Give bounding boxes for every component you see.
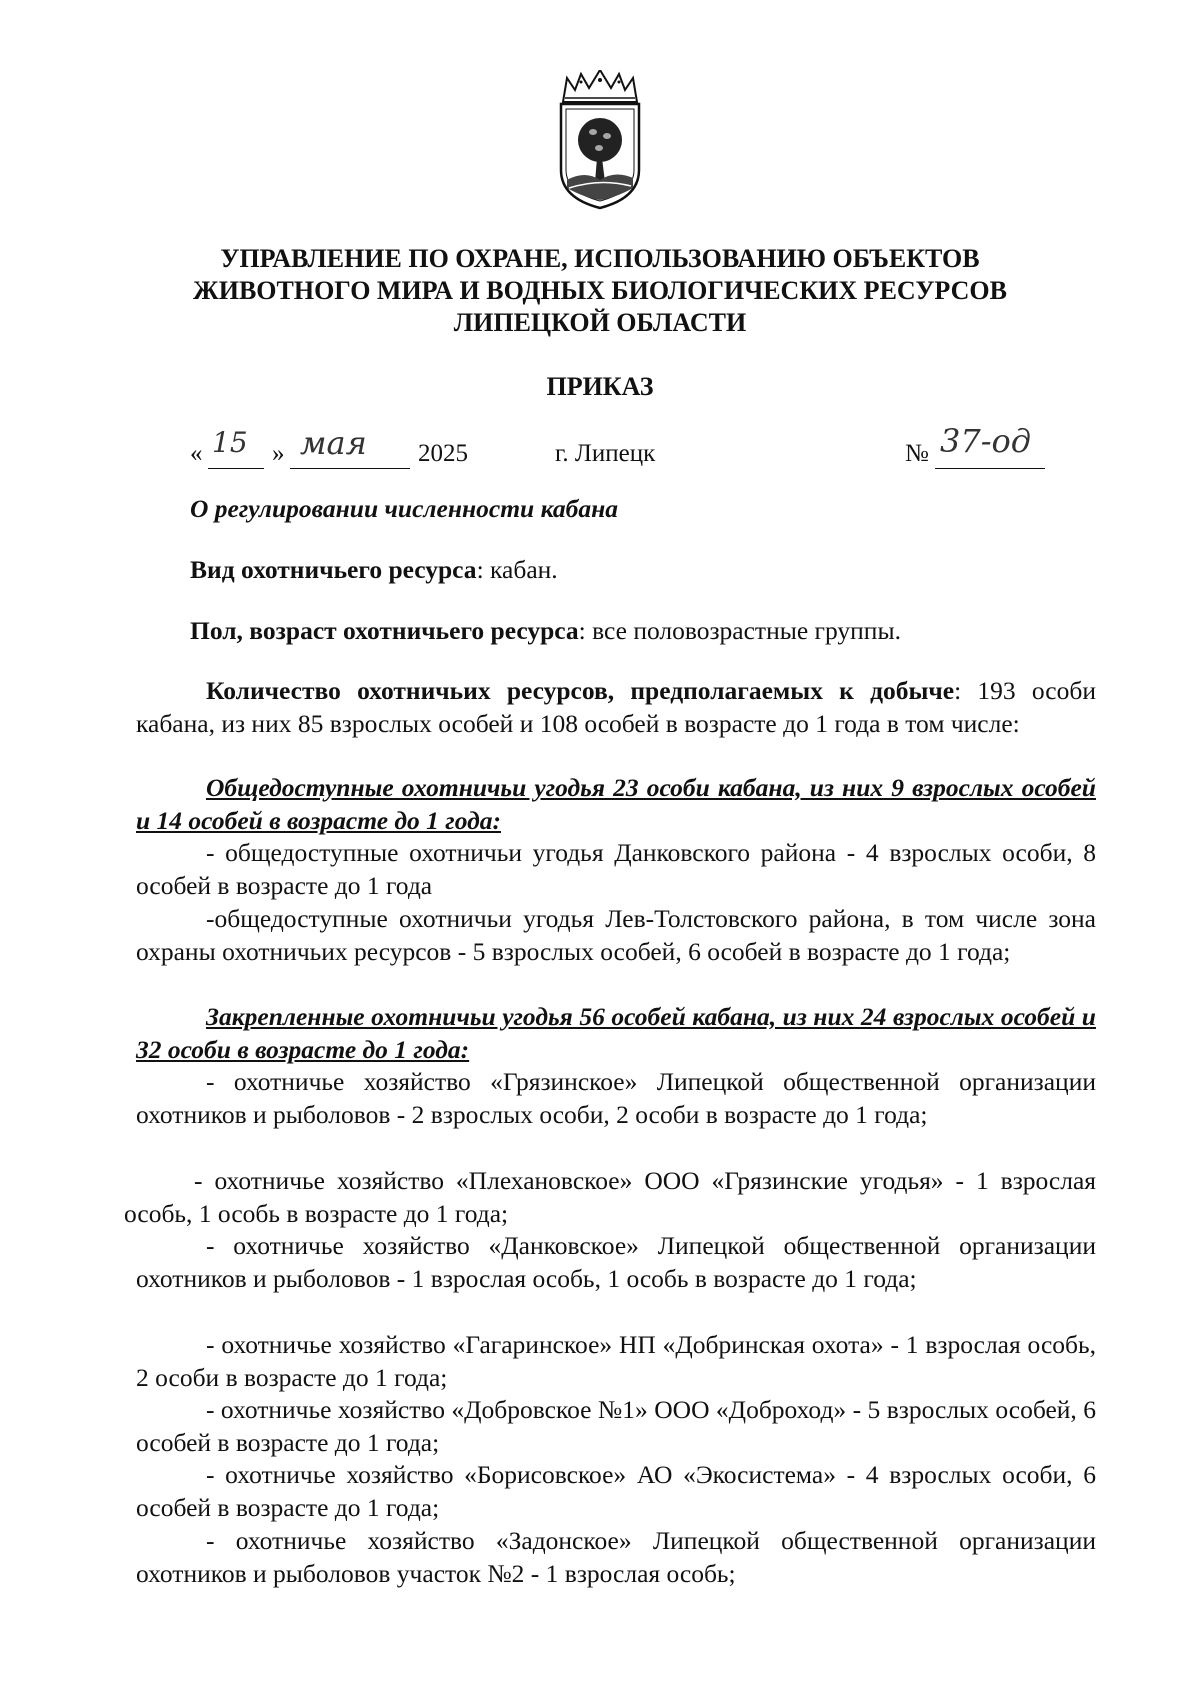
assigned-item: - охотничье хозяйство «Задонское» Липецкой общественной организации охотников и рыболовов участок №2 - 1 взрослая особь;	[136, 1526, 1096, 1588]
assigned-item: - охотничье хозяйство «Плехановское» ООО «Грязинские угодья» - 1 взрослая особь, 1 особь в возрасте до 1 года;	[124, 1166, 1096, 1228]
assigned-item: - охотничье хозяйство «Грязинское» Липецкой общественной организации охотников и рыболовов - 2 взрослых особи, 2 особи в возрасте до 1 года;	[136, 1067, 1096, 1129]
quote-close: »	[272, 440, 285, 467]
day-underline	[208, 468, 264, 469]
assigned-item: - охотничье хозяйство «Данковское» Липецкой общественной организации охотников и рыболовов - 1 взрослая особь, 1 особь в возрасте до 1 года;	[136, 1231, 1096, 1293]
public-lands-heading: Общедоступные охотничьи угодья 23 особи кабана, из них 9 взрослых особей и 14 особей в возрасте до 1 года:	[136, 773, 1096, 835]
public-item: - общедоступные охотничьи угодья Данковского района - 4 взрослых особи, 8 особей в возрасте до 1 года	[136, 838, 1096, 900]
agency-line-1: УПРАВЛЕНИЕ ПО ОХРАНЕ, ИСПОЛЬЗОВАНИЮ ОБЪЕКТОВ	[220, 244, 980, 273]
month-underline	[290, 468, 410, 469]
order-subject: О регулировании численности кабана	[190, 494, 619, 523]
agency-name	[140, 243, 1060, 339]
sex-age-label: Пол, возраст охотничьего ресурса	[190, 616, 579, 645]
assigned-lands-heading: Закрепленные охотничьи угодья 56 особей кабана, из них 24 взрослых особей и 32 особи в возрасте до 1 года:	[136, 1002, 1096, 1064]
number-underline	[935, 468, 1045, 469]
assigned-item: - охотничье хозяйство «Гагаринское» НП «Добринская охота» - 1 взрослая особь, 2 особи в возрасте до 1 года;	[136, 1330, 1096, 1392]
assigned-item: - охотничье хозяйство «Борисовское» АО «Экосистема» - 4 взрослых особи, 6 особей в возрасте до 1 года;	[136, 1460, 1096, 1522]
species-line	[190, 553, 558, 586]
sex-age-value: : все половозрастные группы.	[578, 616, 901, 645]
agency-line-2: ЖИВОТНОГО МИРА И ВОДНЫХ БИОЛОГИЧЕСКИХ РЕСУРСОВ	[193, 276, 1007, 305]
handwritten-month: мая	[300, 424, 367, 462]
species-value: : кабан.	[476, 555, 558, 584]
agency-line-3: ЛИПЕЦКОЙ ОБЛАСТИ	[453, 308, 747, 337]
coat-of-arms-icon	[555, 70, 645, 210]
species-label: Вид охотничьего ресурса	[190, 555, 477, 584]
sex-age-line	[190, 614, 901, 647]
document-type: ПРИКАЗ	[546, 372, 654, 401]
quote-open: «	[190, 440, 203, 467]
handwritten-number: 37-од	[940, 422, 1032, 460]
dateline	[0, 422, 1200, 480]
handwritten-day: 15	[212, 426, 248, 459]
quantity-label: Количество охотничьих ресурсов, предполагаемых к добыче	[206, 676, 955, 705]
quantity-paragraph	[136, 674, 1096, 740]
public-item: -общедоступные охотничьи угодья Лев-Толстовского района, в том числе зона охраны охотничьих ресурсов - 5 взрослых особей, 6 особей в возрасте до 1 года;	[136, 904, 1096, 966]
assigned-item: - охотничье хозяйство «Добровское №1» ООО «Доброход» - 5 взрослых особей, 6 особей в возрасте до 1 года;	[136, 1395, 1096, 1457]
quantity-value: : 193 особи кабана, из них 85 взрослых особей и 108 особей в возрасте до 1 года в том числе:	[136, 676, 1096, 738]
year: 2025	[418, 440, 468, 467]
number-prefix: №	[905, 440, 929, 467]
city: г. Липецк	[555, 440, 656, 467]
